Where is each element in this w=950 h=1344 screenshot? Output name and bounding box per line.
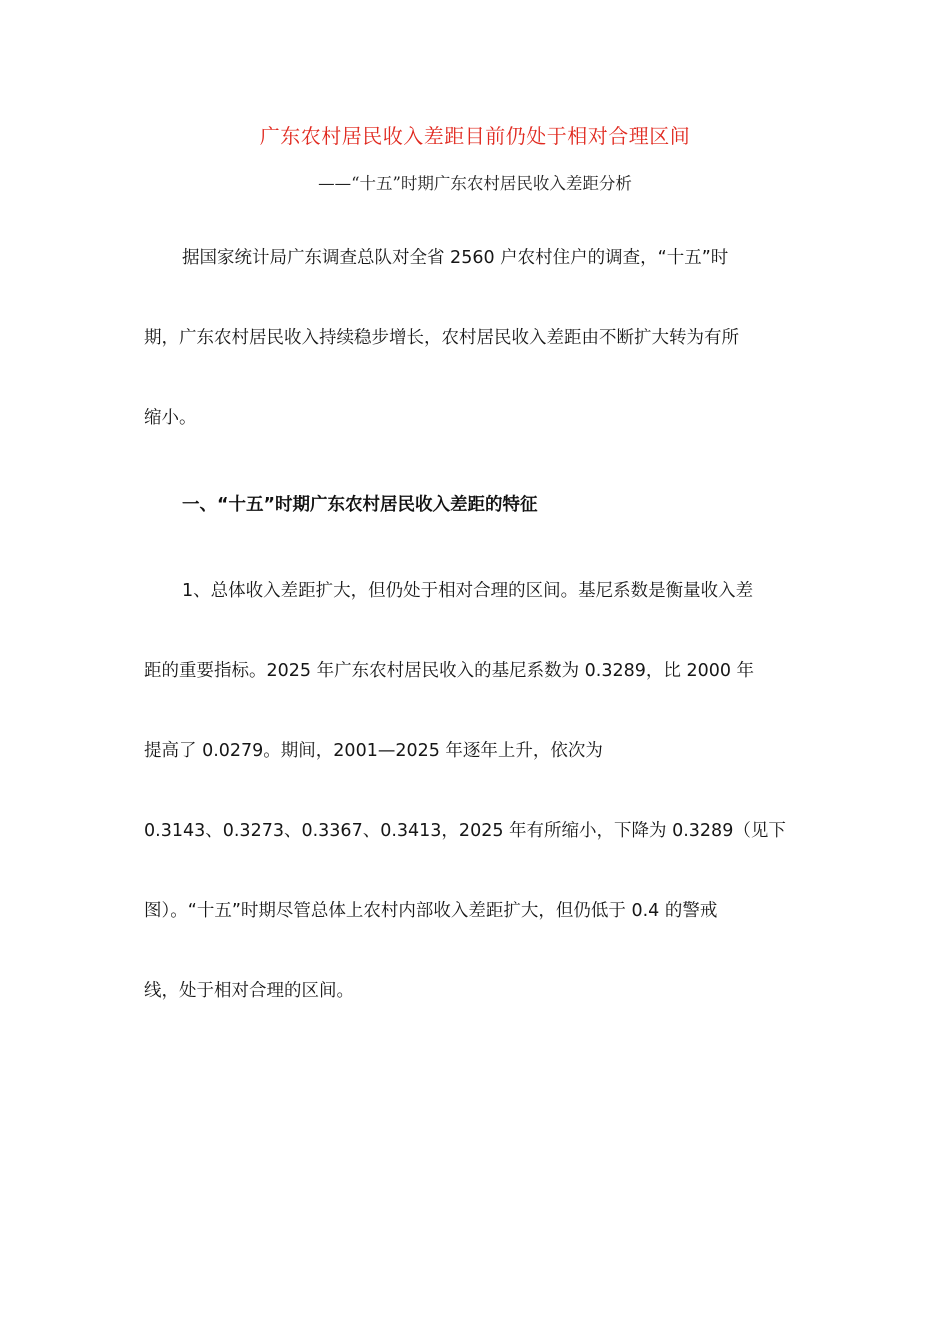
section-heading: 一、“十五”时期广东农村居民收入差距的特征 xyxy=(182,495,538,515)
section-paragraph-line: 1、总体收入差距扩大，但仍处于相对合理的区间。基尼系数是衡量收入差 xyxy=(182,581,754,601)
document-subtitle: ——“十五”时期广东农村居民收入差距分析 xyxy=(318,174,632,193)
intro-paragraph-line: 期，广东农村居民收入持续稳步增长，农村居民收入差距由不断扩大转为有所 xyxy=(144,328,739,348)
intro-paragraph-line: 缩小。 xyxy=(144,408,197,428)
section-paragraph-line: 0.3143、0.3273、0.3367、0.3413，2025 年有所缩小，下降为 0.3289（见下 xyxy=(144,821,786,841)
section-paragraph-line: 距的重要指标。2025 年广东农村居民收入的基尼系数为 0.3289，比 2000 年 xyxy=(144,661,755,681)
intro-paragraph-line: 据国家统计局广东调查总队对全省 2560 户农村住户的调查，“十五”时 xyxy=(182,248,729,268)
section-paragraph-line: 线，处于相对合理的区间。 xyxy=(144,981,354,1001)
section-paragraph-line: 图）。“十五”时期尽管总体上农村内部收入差距扩大，但仍低于 0.4 的警戒 xyxy=(144,901,718,921)
section-paragraph-line: 提高了 0.0279。期间，2001—2025 年逐年上升，依次为 xyxy=(144,741,603,761)
document-title: 广东农村居民收入差距目前仍处于相对合理区间 xyxy=(259,124,691,148)
